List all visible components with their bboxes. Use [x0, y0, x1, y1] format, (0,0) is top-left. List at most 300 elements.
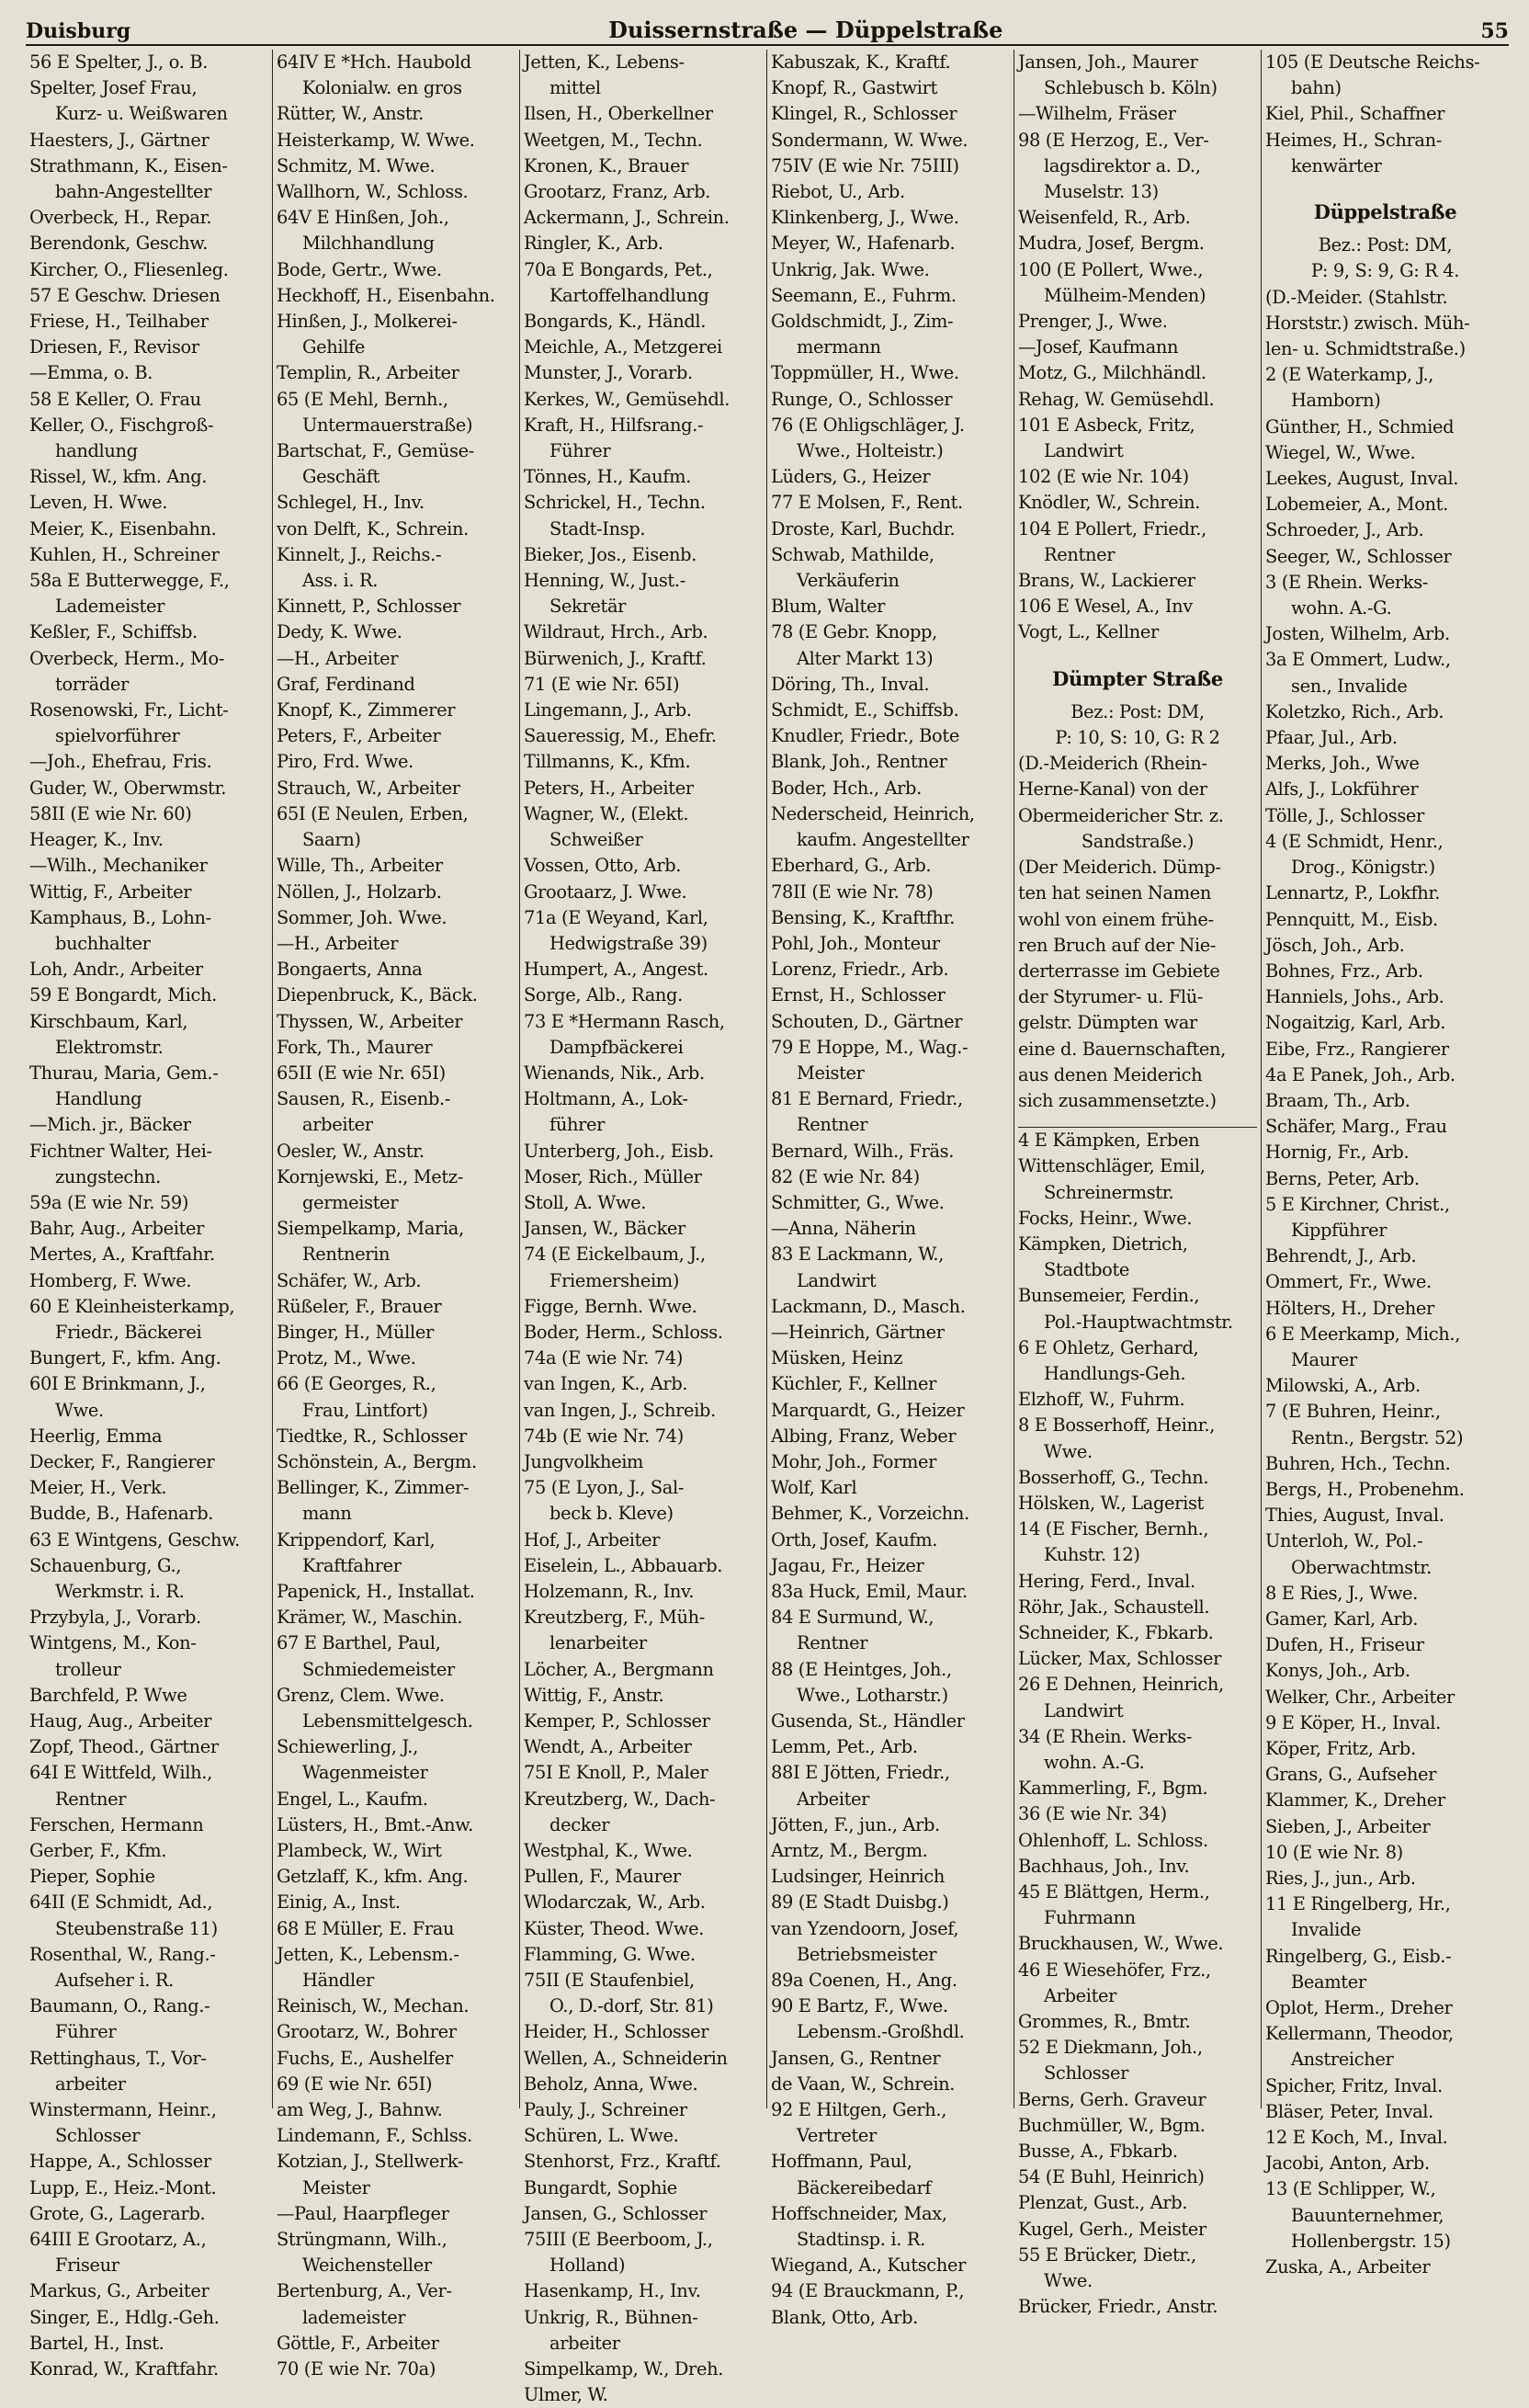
directory-entry: Holtmann, A., Lok- [524, 1088, 688, 1110]
directory-entry: 73 E *Hermann Rasch, [524, 1010, 725, 1032]
directory-entry: Meister [797, 1062, 865, 1084]
directory-entry: Handlungs-Geh. [1044, 1362, 1186, 1384]
directory-entry: Josten, Wilhelm, Arb. [1265, 623, 1450, 645]
directory-entry: Rissel, W., kfm. Ang. [29, 466, 208, 488]
directory-entry: aus denen Meiderich [1018, 1063, 1203, 1085]
directory-entry: Saueressig, M., Ehefr. [524, 725, 717, 747]
directory-entry: Jacobi, Anton, Arb. [1265, 2152, 1430, 2175]
directory-entry: 55 E Brücker, Dietr., [1018, 2243, 1196, 2266]
directory-entry: Haug, Aug., Arbeiter [29, 1710, 211, 1732]
directory-entry: Lupp, E., Heiz.-Mont. [29, 2176, 217, 2198]
directory-entry: Vogt, L., Kellner [1018, 621, 1159, 643]
directory-entry: Hornig, Fr., Arb. [1265, 1142, 1410, 1164]
directory-entry: 54 (E Buhl, Heinrich) [1018, 2166, 1205, 2188]
directory-entry: Ommert, Fr., Wwe. [1265, 1271, 1432, 1293]
directory-entry: Grommes, R., Bmtr. [1018, 2011, 1191, 2033]
directory-entry: Riebot, U., Arb. [771, 181, 905, 203]
directory-entry: Ohlenhoff, L. Schloss. [1018, 1829, 1208, 1851]
directory-entry: Beholz, Anna, Wwe. [524, 2073, 698, 2095]
directory-entry: Piro, Frd. Wwe. [277, 751, 413, 773]
directory-entry: 6 E Meerkamp, Mich., [1265, 1323, 1461, 1345]
directory-entry: Jungvolkheim [524, 1450, 644, 1472]
directory-entry: 74b (E wie Nr. 74) [524, 1425, 684, 1447]
directory-entry: Rosenthal, W., Rang.- [29, 1943, 216, 1965]
directory-entry: Kreutzberg, W., Dach- [524, 1788, 716, 1810]
directory-entry: —Joh., Ehefrau, Fris. [29, 751, 212, 773]
directory-entry: Kabuszak, K., Kraftf. [771, 51, 951, 73]
directory-entry: 100 (E Pollert, Wwe., [1018, 258, 1204, 280]
directory-entry: Wwe. [55, 1399, 104, 1421]
directory-entry: Meister [302, 2176, 370, 2198]
directory-entry: Bunsemeier, Ferdin., [1018, 1285, 1200, 1307]
directory-entry: Lorenz, Friedr., Arb. [771, 959, 949, 981]
directory-entry: 74 (E Eickelbaum, J., [524, 1244, 706, 1266]
directory-entry: Ilsen, H., Oberkellner [524, 103, 713, 125]
directory-entry: 58a E Butterwegge, F., [29, 570, 230, 592]
directory-entry: Zopf, Theod., Gärtner [29, 1736, 219, 1758]
directory-entry: (D.-Meiderich (Rhein- [1018, 753, 1207, 775]
directory-entry: Lüders, G., Heizer [771, 466, 931, 488]
directory-entry: Sondermann, W. Wwe. [771, 129, 968, 151]
directory-entry: Rentner [797, 1632, 868, 1654]
directory-entry: Wille, Th., Arbeiter [277, 855, 443, 877]
directory-entry: Stadtinsp. i. R. [797, 2229, 925, 2251]
directory-entry: decker [549, 1813, 610, 1835]
directory-entry: Thyssen, W., Arbeiter [277, 1010, 463, 1032]
directory-entry: Einig, A., Inst. [277, 1891, 401, 1914]
directory-entry: arbeiter [55, 2073, 126, 2095]
directory-entry: Wendt, A., Arbeiter [524, 1736, 692, 1758]
directory-entry: Loh, Andr., Arbeiter [29, 959, 203, 981]
directory-entry: Kugel, Gerh., Meister [1018, 2218, 1206, 2240]
directory-entry: Ernst, H., Schlosser [771, 984, 946, 1006]
directory-entry: Krippendorf, Karl, [277, 1528, 436, 1550]
directory-entry: Kraft, H., Hilfsrang.- [524, 414, 704, 436]
directory-entry: Kamphaus, B., Lohn- [29, 906, 211, 928]
directory-entry: 9 E Köper, H., Inval. [1265, 1711, 1441, 1733]
directory-entry: Schmitz, M. Wwe. [277, 154, 436, 176]
directory-entry: Hinßen, J., Molkerei- [277, 311, 458, 333]
directory-entry: Hamborn) [1291, 390, 1381, 412]
directory-entry: Küchler, F., Kellner [771, 1373, 937, 1395]
directory-entry: Rentner [55, 1788, 127, 1810]
directory-entry: Landwirt [1044, 440, 1124, 462]
directory-entry: 8 E Ries, J., Wwe. [1265, 1582, 1418, 1604]
directory-entry: lagsdirektor a. D., [1044, 154, 1201, 176]
directory-entry: Kuhlen, H., Schreiner [29, 543, 220, 565]
directory-entry: Herne-Kanal) von der [1018, 778, 1207, 801]
directory-entry: Bergs, H., Probenehm. [1265, 1478, 1465, 1500]
directory-entry: Kurz- u. Weißwaren [55, 103, 228, 125]
directory-entry: Meichle, A., Metzgerei [524, 336, 722, 358]
directory-entry: 34 (E Rhein. Werks- [1018, 1725, 1192, 1747]
directory-entry: Ass. i. R. [302, 570, 379, 592]
directory-entry: Köper, Fritz, Arb. [1265, 1738, 1416, 1759]
directory-entry: sen., Invalide [1291, 675, 1408, 697]
directory-entry: Baumann, O., Rang.- [29, 1995, 210, 2017]
directory-entry: Plenzat, Gust., Arb. [1018, 2192, 1188, 2214]
directory-entry: Hasenkamp, H., Inv. [524, 2280, 701, 2302]
directory-entry: Seeger, W., Schlosser [1265, 545, 1452, 567]
directory-entry: Busse, A., Fbkarb. [1018, 2141, 1178, 2163]
directory-entry: Haesters, J., Gärtner [29, 129, 210, 151]
street-heading: Dümpter Straße [1052, 666, 1223, 690]
directory-entry: Gusenda, St., Händler [771, 1710, 965, 1732]
directory-entry: Behmer, K., Vorzeichn. [771, 1503, 969, 1525]
directory-entry: Bachhaus, Joh., Inv. [1018, 1855, 1190, 1877]
directory-entry: Tillmanns, K., Kfm. [524, 751, 691, 773]
directory-entry: Löcher, A., Bergmann [524, 1658, 714, 1680]
directory-entry: Bongards, K., Händl. [524, 311, 707, 333]
directory-entry: Schwab, Mathilde, [771, 543, 934, 565]
directory-entry: Getzlaff, K., kfm. Ang. [277, 1866, 469, 1888]
directory-entry: bahn) [1291, 77, 1342, 99]
directory-entry: kaufm. Angestellter [797, 829, 969, 851]
directory-entry: Figge, Bernh. Wwe. [524, 1295, 697, 1317]
directory-entry: 106 E Wesel, A., Inv [1018, 596, 1193, 618]
directory-entry: —Anna, Näherin [771, 1218, 916, 1240]
directory-entry: Sandstraße.) [1081, 830, 1195, 852]
directory-entry: Oberwachtmstr. [1291, 1556, 1432, 1578]
directory-entry: Bode, Gertr., Wwe. [277, 258, 442, 280]
directory-entry: Pennquitt, M., Eisb. [1265, 908, 1438, 930]
directory-entry: mittel [549, 77, 601, 99]
directory-entry: 58II (E wie Nr. 60) [29, 802, 192, 824]
directory-columns [26, 50, 1509, 2406]
directory-entry: Fork, Th., Maurer [277, 1036, 433, 1058]
directory-entry: Merks, Joh., Wwe [1265, 753, 1420, 775]
directory-entry: Schönstein, A., Bergm. [277, 1450, 477, 1472]
directory-entry: Bohnes, Frz., Arb. [1265, 960, 1423, 982]
directory-entry: Strauch, W., Arbeiter [277, 777, 460, 799]
directory-entry: Happe, A., Schlosser [29, 2151, 211, 2173]
directory-entry: Friedr., Bäckerei [55, 1321, 202, 1343]
directory-entry: Holland) [549, 2255, 626, 2277]
directory-entry: Welker, Chr., Arbeiter [1265, 1686, 1455, 1708]
directory-entry: Lennartz, P., Lokfhr. [1265, 882, 1441, 904]
directory-entry: 6 E Ohletz, Gerhard, [1018, 1336, 1199, 1358]
directory-entry: Rehag, W. Gemüsehdl. [1018, 388, 1215, 410]
directory-entry: Unkrig, Jak. Wwe. [771, 258, 930, 280]
directory-entry: Obermeidericher Str. z. [1018, 804, 1224, 826]
directory-entry: 78II (E wie Nr. 78) [771, 880, 934, 903]
directory-entry: Weetgen, M., Techn. [524, 129, 703, 151]
directory-entry: 71 (E wie Nr. 65I) [524, 673, 680, 695]
directory-entry: Wagner, W., (Elekt. [524, 802, 689, 824]
directory-entry: 57 E Geschw. Driesen [29, 284, 221, 306]
directory-entry: Schroeder, J., Arb. [1265, 519, 1424, 541]
directory-entry: lenarbeiter [549, 1632, 647, 1654]
directory-entry: Simpelkamp, W., Dreh. [524, 2358, 724, 2380]
directory-entry: Bensing, K., Kraftfhr. [771, 906, 956, 928]
directory-entry: Oesler, W., Anstr. [277, 1140, 425, 1162]
directory-entry: mann [302, 1503, 352, 1525]
directory-entry: Vossen, Otto, Arb. [524, 855, 682, 877]
directory-entry: Döring, Th., Inval. [771, 673, 930, 695]
directory-entry: Mudra, Josef, Bergm. [1018, 233, 1205, 255]
street-heading: Düppelstraße [1313, 200, 1457, 224]
directory-entry: Nöllen, J., Holzarb. [277, 880, 442, 903]
directory-entry: Knödler, W., Schrein. [1018, 492, 1201, 514]
directory-entry: Wwe., Holteistr.) [797, 440, 944, 462]
directory-entry: Grootarz, Franz, Arb. [524, 181, 711, 203]
directory-entry: arbeiter [302, 1114, 373, 1136]
directory-entry: Tiedtke, R., Schlosser [277, 1425, 467, 1447]
directory-entry: 83 E Lackmann, W., [771, 1244, 945, 1266]
directory-entry: 4a E Panek, Joh., Arb. [1265, 1063, 1455, 1085]
directory-entry: Konys, Joh., Arb. [1265, 1660, 1410, 1682]
directory-entry: Behrendt, J., Arb. [1265, 1245, 1417, 1267]
directory-entry: 10 (E wie Nr. 8) [1265, 1841, 1403, 1863]
directory-entry: Peters, F., Arbeiter [277, 725, 441, 747]
directory-entry: Untermauerstraße) [302, 414, 473, 436]
directory-entry: Grootaarz, J. Wwe. [524, 880, 687, 903]
directory-entry: Heider, H., Schlosser [524, 2021, 709, 2043]
directory-entry: führer [549, 1114, 606, 1136]
directory-entry: Lemm, Pet., Arb. [771, 1736, 918, 1758]
directory-entry: Bläser, Peter, Inval. [1265, 2100, 1433, 2122]
directory-entry: Mülheim-Menden) [1044, 284, 1206, 306]
directory-entry: Pfaar, Jul., Arb. [1265, 727, 1398, 749]
directory-entry: Keller, O., Fischgroß- [29, 414, 214, 436]
directory-entry: Röhr, Jak., Schaustell. [1018, 1596, 1210, 1618]
directory-entry: Templin, R., Arbeiter [277, 362, 459, 384]
directory-entry: arbeiter [549, 2332, 620, 2354]
directory-entry: Pol.-Hauptwachtmstr. [1044, 1311, 1233, 1333]
directory-entry: 78 (E Gebr. Knopp, [771, 621, 937, 643]
directory-entry: Unterloh, W., Pol.- [1265, 1530, 1423, 1552]
directory-entry: Overbeck, H., Repar. [29, 207, 212, 229]
directory-entry: Hering, Ferd., Inval. [1018, 1570, 1195, 1592]
directory-entry: Konrad, W., Kraftfahr. [29, 2358, 219, 2380]
directory-entry: 79 E Hoppe, M., Wag.- [771, 1036, 968, 1058]
directory-entry: Prenger, J., Wwe. [1018, 311, 1168, 333]
directory-entry: Bartel, H., Inst. [29, 2332, 164, 2354]
directory-entry: Kammerling, F., Bgm. [1018, 1778, 1208, 1800]
directory-entry: 92 E Hiltgen, Gerh., [771, 2099, 947, 2121]
directory-entry: germeister [302, 1191, 399, 1213]
directory-entry: 52 E Diekmann, Joh., [1018, 2037, 1203, 2059]
directory-entry: Moser, Rich., Müller [524, 1165, 702, 1187]
directory-entry: Thurau, Maria, Gem.- [29, 1062, 219, 1084]
directory-entry: Droste, Karl, Buchdr. [771, 517, 956, 540]
directory-entry: Meier, H., Verk. [29, 1477, 167, 1499]
directory-entry: 65I (E Neulen, Erben, [277, 802, 469, 824]
directory-entry: Alter Markt 13) [797, 647, 934, 669]
directory-entry: Unkrig, R., Bühnen- [524, 2306, 698, 2328]
directory-entry: Kirschbaum, Karl, [29, 1010, 188, 1032]
directory-entry: Buchmüller, W., Bgm. [1018, 2114, 1206, 2136]
directory-entry: Peters, H., Arbeiter [524, 777, 694, 799]
directory-entry: 65II (E wie Nr. 65I) [277, 1062, 446, 1084]
directory-entry: trolleur [55, 1658, 121, 1680]
directory-entry: Jansen, G., Rentner [771, 2047, 941, 2069]
directory-entry: 75I E Knoll, P., Maler [524, 1762, 708, 1784]
directory-entry: Bahr, Aug., Arbeiter [29, 1218, 205, 1240]
directory-entry: 70 (E wie Nr. 70a) [277, 2358, 436, 2380]
directory-entry: Ferschen, Hermann [29, 1813, 204, 1835]
directory-entry: Heimes, H., Schran- [1265, 129, 1442, 151]
directory-entry: Ries, J., jun., Arb. [1265, 1868, 1416, 1890]
directory-entry: Jetten, K., Lebensm.- [277, 1943, 459, 1965]
directory-entry: Schreinermstr. [1044, 1181, 1174, 1203]
directory-entry: Lobemeier, A., Mont. [1265, 494, 1448, 516]
directory-entry: Steubenstraße 11) [55, 1917, 218, 1939]
directory-entry: Frau, Lintfort) [302, 1399, 428, 1421]
directory-entry: 94 (E Brauckmann, P., [771, 2280, 965, 2302]
directory-entry: 64V E Hinßen, Joh., [277, 207, 449, 229]
directory-entry: Grenz, Clem. Wwe. [277, 1684, 445, 1706]
directory-entry: Heckhoff, H., Eisenbahn. [277, 284, 495, 306]
directory-entry: 64IV E *Hch. Haubold [277, 51, 471, 73]
directory-entry: Wellen, A., Schneiderin [524, 2047, 728, 2069]
directory-entry: sich zusammensetzte.) [1018, 1089, 1217, 1111]
directory-entry: 3 (E Rhein. Werks- [1265, 571, 1429, 593]
directory-entry: Hof, J., Arbeiter [524, 1528, 661, 1550]
directory-entry: bahn-Angestellter [55, 181, 212, 203]
directory-entry: Lindemann, F., Schlss. [277, 2125, 472, 2147]
directory-entry: Blum, Walter [771, 596, 885, 618]
directory-entry: Reinisch, W., Mechan. [277, 1995, 470, 2017]
directory-entry: Blank, Joh., Rentner [771, 751, 947, 773]
directory-entry: Bez.: Post: DM, [1318, 234, 1453, 256]
directory-entry: Kotzian, J., Stellwerk- [277, 2151, 464, 2173]
directory-entry: Pieper, Sophie [29, 1866, 155, 1888]
header-street-range: Duissernstraße — Düppelstraße [608, 17, 1003, 43]
column-1 [26, 50, 273, 2380]
directory-entry: Schweißer [549, 829, 643, 851]
directory-entry: Eiselein, L., Abbauarb. [524, 1554, 723, 1576]
directory-entry: Markus, G., Arbeiter [29, 2280, 210, 2302]
directory-entry: Kircher, O., Fliesenleg. [29, 258, 229, 280]
directory-entry: Hölters, H., Dreher [1265, 1297, 1434, 1319]
directory-entry: Jansen, W., Bäcker [524, 1218, 685, 1240]
directory-entry: Decker, F., Rangierer [29, 1450, 215, 1472]
directory-entry: Overbeck, Herm., Mo- [29, 647, 225, 669]
directory-entry: Jansen, Joh., Maurer [1018, 51, 1198, 73]
directory-entry: 4 (E Schmidt, Henr., [1265, 830, 1444, 852]
directory-entry: Rentner [1044, 543, 1116, 565]
directory-entry: Guder, W., Oberwmstr. [29, 777, 227, 799]
directory-entry: Bäckereibedarf [797, 2176, 932, 2198]
directory-entry: Leekes, August, Inval. [1265, 468, 1459, 490]
directory-entry: 76 (E Ohligschläger, J. [771, 414, 965, 436]
directory-entry: Sommer, Joh. Wwe. [277, 906, 447, 928]
directory-entry: Klingel, R., Schlosser [771, 103, 957, 125]
directory-entry: Müsken, Heinz [771, 1347, 903, 1369]
directory-entry: Spicher, Fritz, Inval. [1265, 2074, 1443, 2096]
directory-entry: Landwirt [1044, 1699, 1124, 1721]
directory-entry: Barchfeld, P. Wwe [29, 1684, 187, 1706]
directory-entry: Lademeister [55, 596, 165, 618]
directory-entry: Beamter [1291, 1971, 1366, 1993]
directory-entry: Berns, Gerh. Graveur [1018, 2088, 1206, 2110]
directory-entry: Kippführer [1291, 1219, 1387, 1241]
directory-entry: Lüsters, H., Bmt.-Anw. [277, 1813, 473, 1835]
directory-entry: Eberhard, G., Arb. [771, 855, 932, 877]
directory-entry: 104 E Pollert, Friedr., [1018, 517, 1206, 540]
directory-entry: 46 E Wiesehöfer, Frz., [1018, 1959, 1211, 1981]
directory-entry: Schiewerling, J., [277, 1736, 418, 1758]
directory-entry: Ackermann, J., Schrein. [524, 207, 730, 229]
directory-entry: Dampfbäckerei [549, 1036, 684, 1058]
directory-entry: Stenhorst, Frz., Kraftf. [524, 2151, 721, 2173]
directory-entry: Marquardt, G., Heizer [771, 1399, 965, 1421]
directory-entry: (Der Meiderich. Dümp- [1018, 857, 1221, 879]
directory-entry: Heerlig, Emma [29, 1425, 163, 1447]
directory-entry: Arbeiter [1044, 1984, 1117, 2006]
directory-entry: Berns, Peter, Arb. [1265, 1167, 1420, 1189]
directory-entry: 13 (E Schlipper, W., [1265, 2178, 1436, 2200]
directory-entry: Stoll, A. Wwe. [524, 1191, 647, 1213]
directory-entry: Weisenfeld, R., Arb. [1018, 207, 1191, 229]
directory-entry: beck b. Kleve) [549, 1503, 674, 1525]
directory-entry: Schlosser [55, 2125, 141, 2147]
directory-entry: 89 (E Stadt Duisbg.) [771, 1891, 949, 1914]
directory-entry: Wwe. [1044, 1440, 1093, 1462]
directory-entry: Przybyla, J., Vorarb. [29, 1607, 201, 1629]
directory-entry: van Ingen, K., Arb. [524, 1373, 688, 1395]
header-city: Duisburg [26, 19, 131, 43]
directory-entry: 77 E Molsen, F., Rent. [771, 492, 963, 514]
directory-entry: Fuchs, E., Aushelfer [277, 2047, 453, 2069]
directory-entry: O., D.-dorf, Str. 81) [549, 1995, 714, 2017]
directory-entry: Singer, E., Hdlg.-Geh. [29, 2306, 220, 2328]
directory-entry: Runge, O., Schlosser [771, 388, 953, 410]
directory-entry: 58 E Keller, O. Frau [29, 388, 201, 410]
directory-entry: van Ingen, J., Schreib. [524, 1399, 716, 1421]
directory-entry: Schmiedemeister [302, 1658, 455, 1680]
directory-entry: Werkmstr. i. R. [55, 1580, 185, 1602]
directory-entry: Führer [55, 2021, 117, 2043]
directory-entry: Knopf, R., Gastwirt [771, 77, 937, 99]
directory-entry: Jansen, G., Schlosser [524, 2202, 708, 2224]
directory-entry: Elektromstr. [55, 1036, 164, 1058]
directory-entry: 68 E Müller, E. Frau [277, 1917, 455, 1939]
directory-entry: 75III (E Beerboom, J., [524, 2229, 713, 2251]
directory-entry: 105 (E Deutsche Reichs- [1265, 51, 1480, 73]
directory-entry: Wwe. [1044, 2270, 1093, 2292]
directory-entry: Kinnett, P., Schlosser [277, 596, 461, 618]
directory-entry: der Styrumer- u. Flü- [1018, 986, 1204, 1008]
directory-entry: Gerber, F., Kfm. [29, 1840, 167, 1862]
directory-entry: Alfs, J., Lokführer [1265, 778, 1419, 801]
directory-entry: Grote, G., Lagerarb. [29, 2202, 206, 2224]
directory-entry: Stadtbote [1044, 1259, 1130, 1281]
directory-entry: 81 E Bernard, Friedr., [771, 1088, 963, 1110]
directory-entry: Kerkes, W., Gemüsehdl. [524, 388, 731, 410]
directory-entry: Arbeiter [797, 1788, 870, 1810]
directory-entry: Meier, K., Eisenbahn. [29, 517, 217, 540]
directory-entry: Binger, H., Müller [277, 1321, 434, 1343]
directory-entry: 60I E Brinkmann, J., [29, 1373, 206, 1395]
directory-entry: Wallhorn, W., Schloss. [277, 181, 469, 203]
directory-entry: am Weg, J., Bahnw. [277, 2099, 443, 2121]
directory-entry: Ringler, K., Arb. [524, 233, 663, 255]
directory-entry: Schäfer, W., Arb. [277, 1269, 422, 1291]
directory-entry: Aufseher i. R. [55, 1970, 174, 1992]
directory-entry: Henning, W., Just.- [524, 570, 685, 592]
directory-entry: —Paul, Haarpfleger [277, 2202, 449, 2224]
directory-entry: Verkäuferin [797, 570, 900, 592]
directory-entry: Schneider, K., Fbkarb. [1018, 1621, 1214, 1643]
directory-entry: —H., Arbeiter [277, 647, 399, 669]
directory-entry: Strathmann, K., Eisen- [29, 154, 228, 176]
directory-entry: Holzemann, R., Inv. [524, 1580, 695, 1602]
directory-entry: 74a (E wie Nr. 74) [524, 1347, 684, 1369]
directory-entry: Nederscheid, Heinrich, [771, 802, 975, 824]
directory-entry: Mohr, Joh., Former [771, 1450, 937, 1472]
